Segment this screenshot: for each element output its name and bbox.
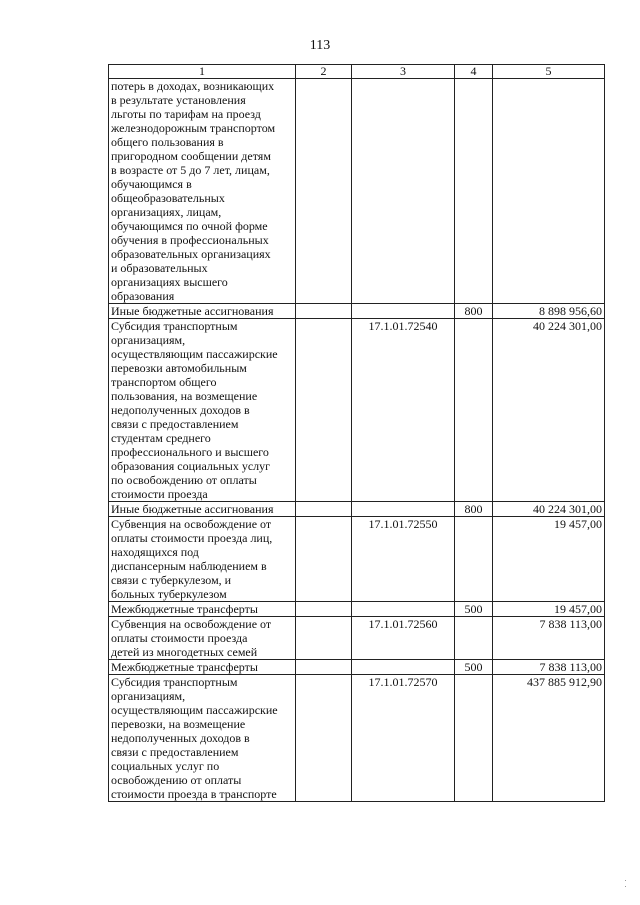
row-col2: [296, 675, 352, 802]
row-col2: [296, 602, 352, 617]
row-target-code: [352, 502, 455, 517]
table-row: [109, 79, 605, 304]
row-amount: 19 457,00: [493, 602, 605, 617]
row-description: Межбюджетные трансферты: [109, 602, 296, 617]
row-amount: 437 885 912,90: [493, 675, 605, 802]
row-target-code: 17.1.01.72560: [352, 617, 455, 660]
row-amount: 40 224 301,00: [493, 319, 605, 502]
row-amount: 7 838 113,00: [493, 617, 605, 660]
row-description: Субвенция на освобождение от оплаты стоимости проезда детей из многодетных семей: [109, 617, 296, 660]
row-description: потерь в доходах, возникающих в результате установления льготы по тарифам на проезд железнодорожным транспортом общего пользования в пригородном сообщении детям в возрасте от 5 до 7 лет, лицам, обучающимся в общеобразовательных организациях, лицам, обучающимся по очной форме обучения в профессиональных образовательных организациях и образовательных организациях высшего образования: [109, 79, 296, 304]
row-col2: [296, 304, 352, 319]
row-expense-type: [455, 617, 493, 660]
row-expense-type: 800: [455, 304, 493, 319]
row-col2: [296, 517, 352, 602]
table-row: [109, 617, 605, 660]
table-row: [109, 660, 605, 675]
row-expense-type: [455, 675, 493, 802]
header-row: [109, 65, 605, 79]
row-description: Субсидия транспортным организациям, осуществляющим пассажирские перевозки, на возмещение недополученных доходов в связи с предоставлением социальных услуг по освобождению от оплаты стоимости проезда в транспорте: [109, 675, 296, 802]
scan-speck: [625, 886, 626, 887]
table-row: [109, 517, 605, 602]
row-target-code: 17.1.01.72550: [352, 517, 455, 602]
column-header-2: 2: [296, 65, 352, 79]
row-expense-type: [455, 319, 493, 502]
row-expense-type: [455, 517, 493, 602]
row-expense-type: 500: [455, 660, 493, 675]
row-col2: [296, 660, 352, 675]
table-row: [109, 502, 605, 517]
row-col2: [296, 617, 352, 660]
row-target-code: 17.1.01.72570: [352, 675, 455, 802]
row-description: Субсидия транспортным организациям, осуществляющим пассажирские перевозки автомобильным транспортом общего пользования, на возмещение недополученных доходов в связи с предоставлением студентам среднего профессионального и высшего образования социальных услуг по освобождению от оплаты стоимости проезда: [109, 319, 296, 502]
row-amount: 40 224 301,00: [493, 502, 605, 517]
row-col2: [296, 319, 352, 502]
row-amount: 8 898 956,60: [493, 304, 605, 319]
row-target-code: [352, 602, 455, 617]
budget-table: [108, 64, 605, 802]
page-number: 113: [309, 38, 331, 53]
column-header-3: 3: [352, 65, 455, 79]
column-header-1: 1: [109, 65, 296, 79]
table-row: [109, 304, 605, 319]
table-row: [109, 602, 605, 617]
column-header-5: 5: [493, 65, 605, 79]
table-row: [109, 675, 605, 802]
row-description: Субвенция на освобождение от оплаты стоимости проезда лиц, находящихся под диспансерным наблюдением в связи с туберкулезом, и больных туберкулезом: [109, 517, 296, 602]
row-col2: [296, 79, 352, 304]
row-description: Межбюджетные трансферты: [109, 660, 296, 675]
column-header-4: 4: [455, 65, 493, 79]
row-description: Иные бюджетные ассигнования: [109, 304, 296, 319]
row-expense-type: 800: [455, 502, 493, 517]
row-amount: [493, 79, 605, 304]
row-amount: 7 838 113,00: [493, 660, 605, 675]
row-col2: [296, 502, 352, 517]
scan-speck: [625, 880, 626, 881]
row-target-code: [352, 660, 455, 675]
row-target-code: [352, 79, 455, 304]
table-row: [109, 319, 605, 502]
row-expense-type: 500: [455, 602, 493, 617]
row-description: Иные бюджетные ассигнования: [109, 502, 296, 517]
row-expense-type: [455, 79, 493, 304]
row-target-code: [352, 304, 455, 319]
row-target-code: 17.1.01.72540: [352, 319, 455, 502]
row-amount: 19 457,00: [493, 517, 605, 602]
